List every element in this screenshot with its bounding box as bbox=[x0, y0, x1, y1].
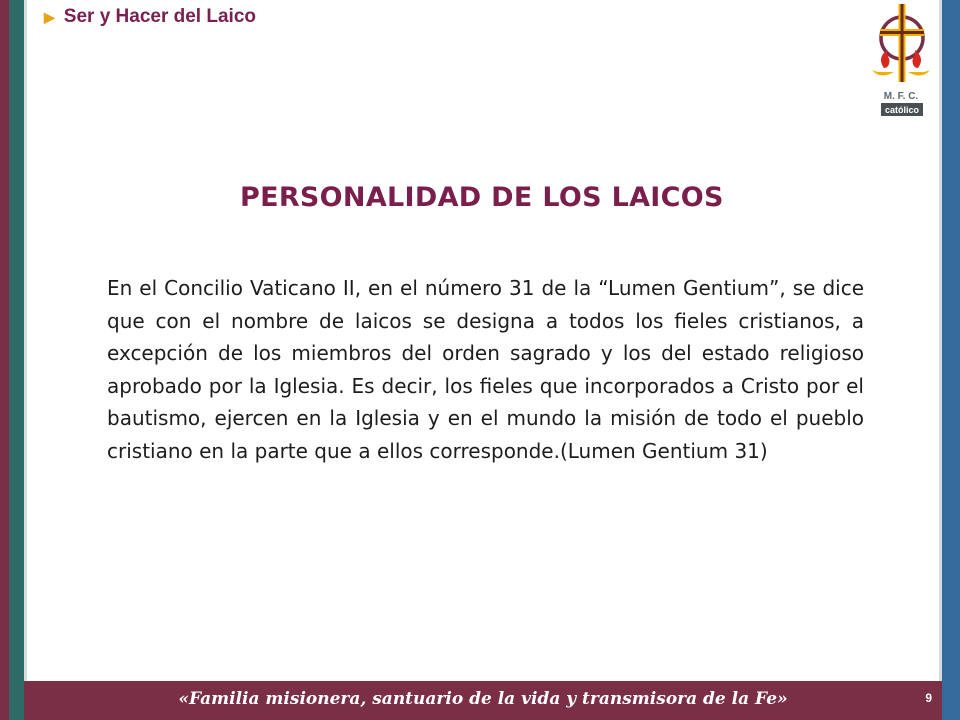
body-paragraph: En el Concilio Vaticano II, en el número 31 de la “Lumen Gentium”, se dice que con el nombre de laicos se designa a todos los fieles cristianos, a excepción de los miembros del orden sagrado y los del estado religioso aprobado por la Iglesia. Es decir, los fieles que incorporados a Cristo por el bautismo, ejercen en la Iglesia y en el mundo la misión de todo el pueblo cristiano en la parte que a ellos corresponde.(Lumen Gentium 31) bbox=[107, 276, 864, 463]
logo-flame-right bbox=[913, 50, 921, 68]
footer-bar bbox=[24, 681, 942, 720]
logo-text-catolico: católico bbox=[884, 105, 920, 115]
logo-text-mfc: M. F. C. bbox=[883, 91, 919, 102]
left-maroon-stripe bbox=[0, 0, 9, 720]
page-number: 9 bbox=[925, 691, 932, 705]
mfc-logo bbox=[862, 2, 940, 122]
slide-header bbox=[44, 6, 256, 28]
slide-title: PERSONALIDAD DE LOS LAICOS bbox=[240, 182, 724, 213]
left-teal-stripe bbox=[9, 0, 24, 720]
footer-motto: «Familia misionera, santuario de la vida y transmisora de la Fe» bbox=[178, 689, 788, 709]
right-blue-stripe bbox=[942, 0, 960, 720]
logo-lamp-right bbox=[908, 70, 930, 76]
left-divider-line bbox=[24, 0, 27, 720]
logo-lamp-left bbox=[872, 70, 894, 76]
triangle-right-icon: ▶ bbox=[44, 8, 55, 25]
header-title: Ser y Hacer del Laico bbox=[63, 6, 256, 27]
